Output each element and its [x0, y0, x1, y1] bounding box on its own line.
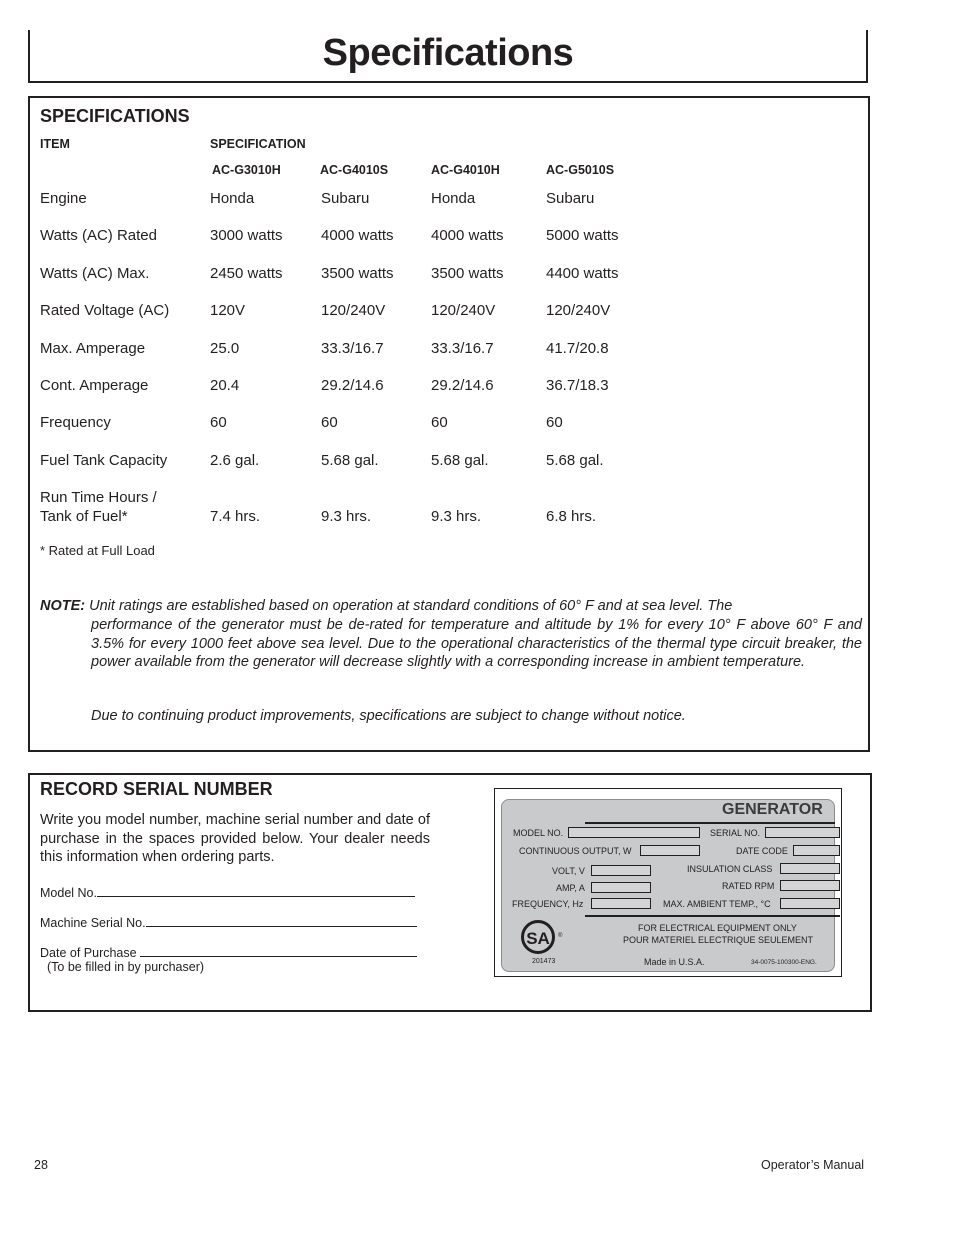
plate-amp-box — [591, 882, 651, 893]
model-no-field[interactable] — [40, 885, 415, 900]
spec-value: 60 — [546, 414, 563, 431]
machine-serial-field[interactable] — [40, 915, 417, 930]
spec-value: 4000 watts — [431, 227, 504, 244]
generator-nameplate — [501, 799, 835, 972]
spec-value: 5000 watts — [546, 227, 619, 244]
spec-value: 33.3/16.7 — [321, 340, 384, 357]
spec-value: 120/240V — [321, 302, 386, 319]
row-label: Cont. Amperage — [40, 377, 149, 394]
note-continuation: performance of the generator must be de-rated for temperature and altitude by 1% for every 10° F above 60° F and 3.5% for every 1000 feet above sea level. Due to the operational characteristics of the thermal type circuit breaker, the power available from the generator will decrease slightly with a corresponding increase in ambient temperature. — [91, 616, 862, 671]
spec-value: 7.4 hrs. — [210, 508, 261, 525]
machine-serial-label: Machine Serial No. — [40, 916, 146, 930]
plate-electrical-line2: POUR MATERIEL ELECTRIQUE SEULEMENT — [623, 935, 814, 945]
spec-value: 25.0 — [210, 340, 240, 357]
model-header: AC-G5010S — [546, 163, 615, 177]
model-header: AC-G3010H — [212, 163, 281, 177]
plate-serial-no: SERIAL NO. — [710, 828, 761, 838]
csa-logo — [520, 919, 556, 955]
spec-value: 5.68 gal. — [431, 452, 489, 469]
plate-frequency-box — [591, 898, 651, 909]
specifications-section — [28, 96, 870, 752]
footnote: * Rated at Full Load — [40, 543, 155, 558]
specifications-heading: SPECIFICATIONS — [40, 106, 190, 126]
plate-title-rule — [585, 822, 835, 824]
spec-value: 20.4 — [210, 377, 240, 394]
note-label: NOTE: — [40, 598, 86, 614]
date-of-purchase-field[interactable] — [40, 945, 417, 960]
plate-date-code-box — [793, 845, 840, 856]
page-title: Specifications — [322, 32, 574, 74]
purchaser-note: (To be filled in by purchaser) — [47, 960, 205, 974]
record-serial-section — [28, 773, 872, 1012]
spec-value: 120/240V — [431, 302, 496, 319]
spec-value: 29.2/14.6 — [321, 377, 384, 394]
spec-value: 33.3/16.7 — [431, 340, 494, 357]
serial-heading: RECORD SERIAL NUMBER — [40, 779, 273, 799]
serial-intro: Write you model number, machine serial number and date of purchase in the spaces provided below. Your dealer needs this information when ordering parts. — [40, 812, 430, 865]
item-column-header: ITEM — [40, 137, 70, 151]
footer-manual-name: Operator’s Manual — [761, 1158, 865, 1172]
spec-value: 120V — [210, 302, 246, 319]
plate-serial-no-box — [765, 827, 840, 838]
spec-value: Honda — [210, 190, 255, 207]
row-label: Tank of Fuel* — [40, 508, 128, 525]
spec-value: 4400 watts — [546, 265, 619, 282]
plate-date-code: DATE CODE — [736, 846, 788, 856]
plate-title: GENERATOR — [722, 801, 823, 818]
spec-value: 4000 watts — [321, 227, 394, 244]
note-paragraph — [40, 597, 862, 672]
row-label: Rated Voltage (AC) — [40, 302, 170, 319]
note-text: Unit ratings are established based on operation at standard conditions of 60° F and at sea level. The — [85, 598, 733, 614]
note-first-line — [40, 597, 862, 616]
machine-serial-line[interactable] — [146, 915, 417, 927]
spec-value: 36.7/18.3 — [546, 377, 609, 394]
plate-output-box — [640, 845, 700, 856]
spec-value: 3500 watts — [321, 265, 394, 282]
spec-value: 5.68 gal. — [546, 452, 604, 469]
spec-value: 2450 watts — [210, 265, 283, 282]
spec-value: 6.8 hrs. — [546, 508, 597, 525]
spec-value: Honda — [431, 190, 476, 207]
date-of-purchase-label: Date of Purchase — [40, 946, 137, 960]
spec-value: 2.6 gal. — [210, 452, 260, 469]
plate-max-ambient: MAX. AMBIENT TEMP., °C — [663, 899, 771, 909]
spec-value: Subaru — [321, 190, 370, 207]
model-header: AC-G4010S — [320, 163, 389, 177]
row-label: Watts (AC) Rated — [40, 227, 157, 244]
plate-insulation-box — [780, 863, 840, 874]
plate-csa-number: 201473 — [532, 958, 556, 965]
plate-amp: AMP, A — [556, 883, 585, 893]
spec-value: 5.68 gal. — [321, 452, 379, 469]
row-label: Watts (AC) Max. — [40, 265, 150, 282]
model-no-label: Model No. — [40, 886, 97, 900]
plate-continuous-output: CONTINUOUS OUTPUT, W — [519, 846, 632, 856]
plate-mid-rule — [585, 915, 840, 917]
plate-made-in: Made in U.S.A. — [644, 957, 705, 967]
spec-value: 3500 watts — [431, 265, 504, 282]
note-disclaimer: Due to continuing product improvements, specifications are subject to change without notice. — [91, 708, 686, 724]
model-no-line[interactable] — [97, 885, 415, 897]
row-label: Fuel Tank Capacity — [40, 452, 168, 469]
plate-rpm-box — [780, 880, 840, 891]
spec-value: 60 — [321, 414, 338, 431]
plate-model-no-box — [568, 827, 700, 838]
plate-insulation-class: INSULATION CLASS — [687, 864, 773, 874]
registered-mark: ® — [558, 933, 563, 939]
plate-volt: VOLT, V — [552, 866, 585, 876]
page-title-box — [28, 30, 868, 83]
plate-model-no: MODEL NO. — [513, 828, 564, 838]
spec-value: 41.7/20.8 — [546, 340, 609, 357]
plate-rated-rpm: RATED RPM — [722, 881, 775, 891]
row-label: Run Time Hours / — [40, 489, 157, 506]
plate-frequency: FREQUENCY, Hz — [512, 899, 584, 909]
plate-part-code: 34-0075-100300-ENG. — [751, 959, 817, 966]
spec-value: 3000 watts — [210, 227, 283, 244]
plate-volt-box — [591, 865, 651, 876]
plate-electrical-line1: FOR ELECTRICAL EQUIPMENT ONLY — [638, 923, 797, 933]
spec-value: 60 — [210, 414, 227, 431]
row-label: Max. Amperage — [40, 340, 146, 357]
specification-column-header: SPECIFICATION — [210, 137, 306, 151]
plate-ambient-box — [780, 898, 840, 909]
page-number: 28 — [34, 1158, 48, 1172]
spec-value: 60 — [431, 414, 448, 431]
spec-value: 120/240V — [546, 302, 611, 319]
svg-text:SA: SA — [526, 929, 550, 948]
spec-value: Subaru — [546, 190, 595, 207]
date-of-purchase-line[interactable] — [140, 945, 417, 957]
model-header: AC-G4010H — [431, 163, 500, 177]
row-label: Frequency — [40, 414, 111, 431]
spec-value: 9.3 hrs. — [321, 508, 372, 525]
serial-plate-illustration — [494, 788, 842, 977]
spec-value: 29.2/14.6 — [431, 377, 494, 394]
spec-value: 9.3 hrs. — [431, 508, 482, 525]
row-label: Engine — [40, 190, 87, 207]
